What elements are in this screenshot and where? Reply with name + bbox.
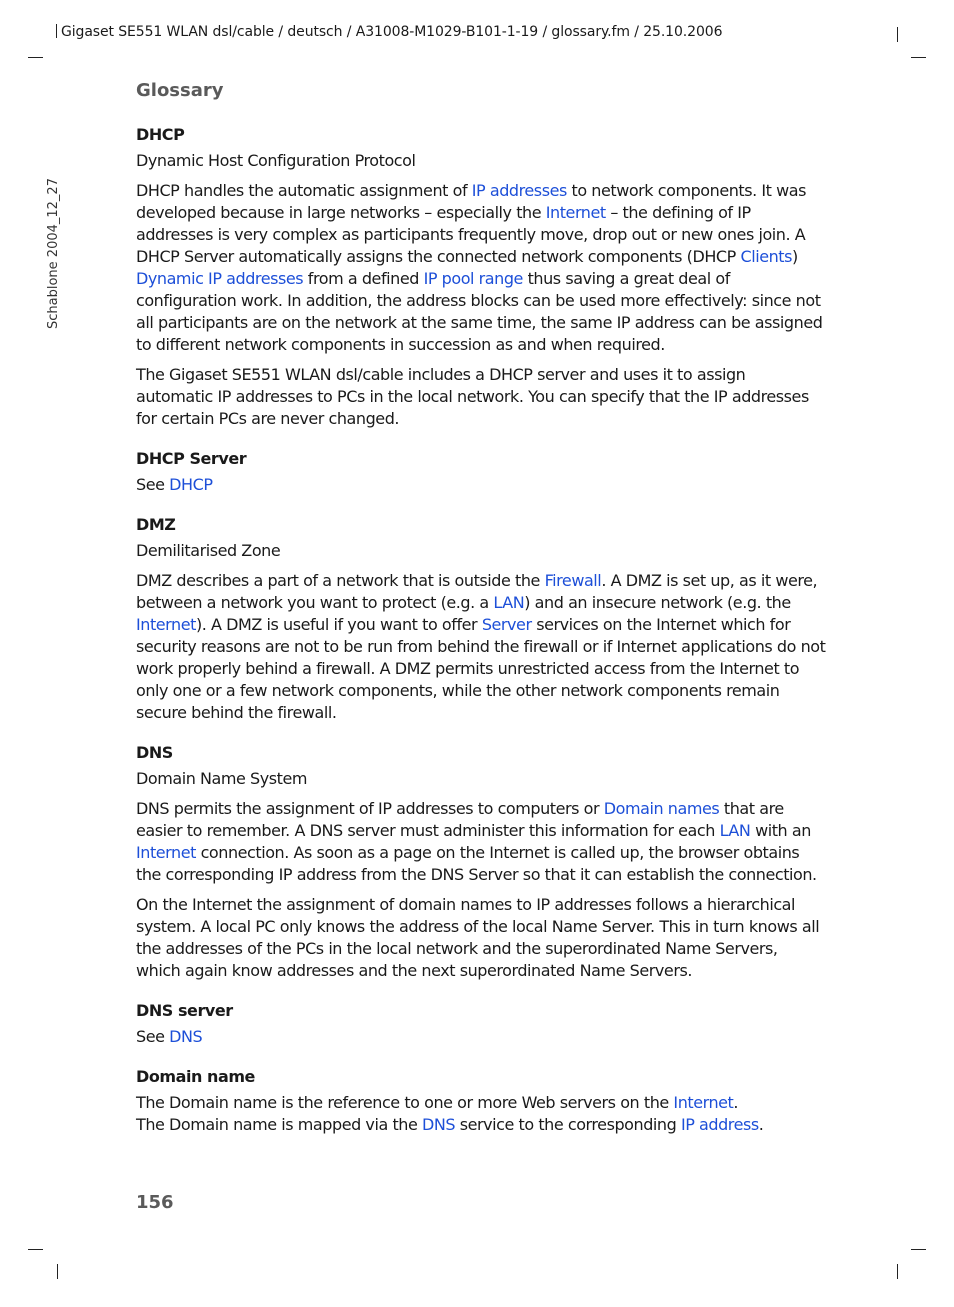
- link-dns[interactable]: DNS: [421, 1115, 456, 1134]
- paragraph: The Gigaset SE551 WLAN dsl/cable includes a DHCP server and uses it to assign automatic IP addresses to PCs in the local network. You can specify that the IP addresses for certain PCs are never changed.: [136, 365, 809, 428]
- text: thus saving a great deal of configuration work. In addition, the address blocks can be used more effectively: since not all participants are on the network at the same time, the same IP address can be assigned to different network components in succession as and when required.: [136, 269, 823, 354]
- link-ip-address[interactable]: IP address: [680, 1115, 759, 1134]
- glossary-content: [136, 124, 826, 1154]
- see-reference: [136, 1026, 826, 1048]
- term-heading: DNS server: [136, 1001, 233, 1020]
- text: .: [733, 1093, 738, 1112]
- link-clients[interactable]: Clients: [740, 247, 792, 266]
- link-lan[interactable]: LAN: [719, 821, 751, 840]
- text: connection. As soon as a page on the Internet is called up, the browser obtains the corresponding IP address from the DNS Server so that it can establish the connection.: [136, 843, 817, 884]
- term-heading: DNS: [136, 743, 173, 762]
- running-head-text: Gigaset SE551 WLAN dsl/cable / deutsch / A31008-M1029-B101-1-19 / glossary.fm / 25.10.2006: [61, 24, 723, 40]
- text: services on the Internet which for security reasons are not to be run from behind the firewall or if Internet applications do not work properly behind a firewall. A DMZ permits unrestricted access from the Internet to only one or a few network components, while the other network components remain secure behind the firewall.: [136, 615, 826, 722]
- link-internet[interactable]: Internet: [673, 1093, 734, 1112]
- link-lan[interactable]: LAN: [493, 593, 525, 612]
- link-ip-addresses[interactable]: IP addresses: [471, 181, 567, 200]
- link-internet[interactable]: Internet: [136, 615, 196, 634]
- text: See: [136, 475, 170, 494]
- link-dynamic-ip-addresses[interactable]: Dynamic IP addresses: [136, 269, 304, 288]
- paragraph: [136, 1092, 826, 1136]
- term-heading: DMZ: [136, 515, 176, 534]
- entry-dhcp-server: [136, 448, 826, 496]
- text: from a defined: [303, 269, 424, 288]
- text: . A DMZ is set up, as it were, between a network you want to protect (e.g. a: [136, 571, 818, 612]
- text: See: [136, 1027, 170, 1046]
- term-heading: DHCP: [136, 125, 185, 144]
- paragraph: [136, 570, 826, 724]
- text: DNS permits the assignment of IP addresses to computers or: [136, 799, 604, 818]
- text: that are easier to remember. A DNS server must administer this information for each: [136, 799, 784, 840]
- link-internet[interactable]: Internet: [545, 203, 606, 222]
- link-ip-pool-range[interactable]: IP pool range: [423, 269, 523, 288]
- text: DMZ describes a part of a network that is outside the: [136, 571, 545, 590]
- crop-mark-bottom-right: [911, 1249, 926, 1250]
- crop-mark-bottom-left: [28, 1249, 43, 1250]
- term-expansion: Dynamic Host Configuration Protocol: [136, 151, 416, 170]
- link-internet[interactable]: Internet: [136, 843, 196, 862]
- text: to network components. It was developed because in large networks – especially the: [136, 181, 806, 222]
- entry-dns: [136, 742, 826, 982]
- text: .: [758, 1115, 764, 1134]
- link-domain-names[interactable]: Domain names: [603, 799, 720, 818]
- link-dhcp[interactable]: DHCP: [169, 475, 213, 494]
- text: The Domain name is the reference to one or more Web servers on the: [136, 1093, 674, 1112]
- crop-mark-bottom-right-vertical: [897, 1264, 898, 1279]
- text: with an: [750, 821, 811, 840]
- entry-dns-server: [136, 1000, 826, 1048]
- crop-mark-top-right: [911, 57, 926, 58]
- term-heading: DHCP Server: [136, 449, 247, 468]
- text: ). A DMZ is useful if you want to offer: [195, 615, 482, 634]
- entry-dhcp: [136, 124, 826, 430]
- link-firewall[interactable]: Firewall: [544, 571, 602, 590]
- paragraph: [136, 180, 826, 356]
- text: – the defining of IP addresses is very complex as participants frequently move, drop out or new ones join. A DHCP Server automatically assigns the connected network components (DHCP: [136, 203, 806, 266]
- entry-domain-name: [136, 1066, 826, 1136]
- link-server[interactable]: Server: [481, 615, 532, 634]
- paragraph: On the Internet the assignment of domain names to IP addresses follows a hierarchical system. A local PC only knows the address of the local Name Server. This in turn knows all the addresses of the PCs in the local network and the superordinated Name Servers, which again know addresses and the next superordinated Name Servers.: [136, 895, 820, 980]
- divider-bar: [56, 24, 57, 38]
- page-number: 156: [136, 1192, 174, 1213]
- crop-mark-top-left: [28, 57, 43, 58]
- crop-mark-top-right-vertical: [897, 27, 898, 42]
- see-reference: [136, 474, 826, 496]
- crop-mark-bottom-left-vertical: [57, 1264, 58, 1279]
- running-head: [56, 24, 722, 40]
- term-heading: Domain name: [136, 1067, 255, 1086]
- paragraph: [136, 798, 826, 886]
- text: The Domain name is mapped via the: [136, 1115, 422, 1134]
- term-expansion: Demilitarised Zone: [136, 541, 281, 560]
- text: DHCP handles the automatic assignment of: [136, 181, 472, 200]
- term-expansion: Domain Name System: [136, 769, 308, 788]
- text: service to the corresponding: [455, 1115, 681, 1134]
- entry-dmz: [136, 514, 826, 724]
- link-dns[interactable]: DNS: [169, 1027, 203, 1046]
- text: ) and an insecure network (e.g. the: [524, 593, 791, 612]
- side-template-label: Schablone 2004_12_27: [46, 178, 61, 329]
- section-title: Glossary: [136, 80, 224, 101]
- text: ): [792, 247, 798, 266]
